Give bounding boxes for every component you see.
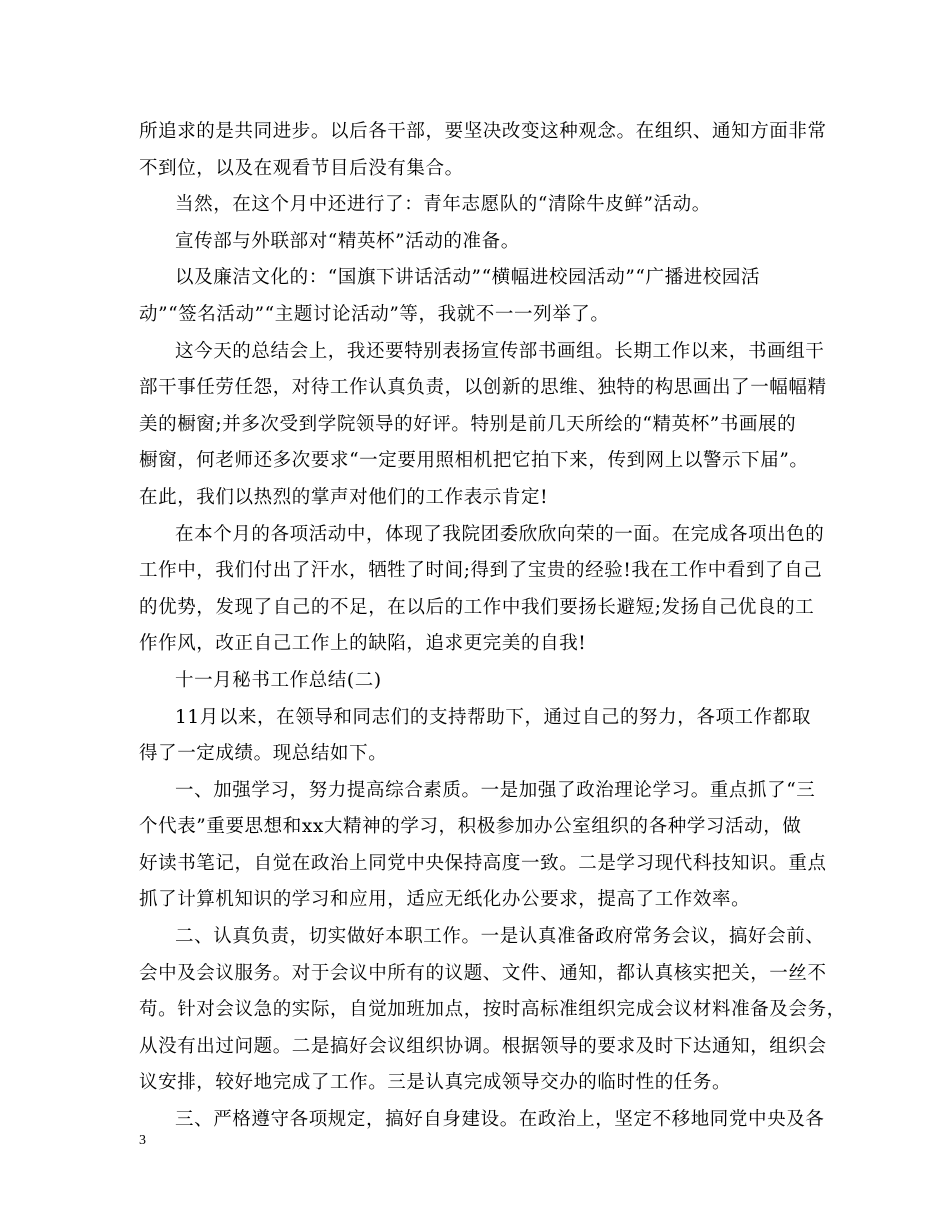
text-line: 的优势，发现了自己的不足，在以后的工作中我们要扬长避短;发扬自己优良的工 [139,596,815,618]
text-line: 个代表”重要思想和xx大精神的学习，积极参加办公室组织的各种学习活动，做 [139,816,802,838]
text-line: 以及廉洁文化的：“国旗下讲话活动”“横幅进校园活动”“广播进校园活 [175,267,761,289]
text-line: 一、加强学习，努力提高综合素质。一是加强了政治理论学习。重点抓了“三 [175,779,816,801]
text-line: 从没有出过问题。二是搞好会议组织协调。根据领导的要求及时下达通知，组织会 [139,1035,827,1057]
document-body [139,114,846,1139]
text-line: 得了一定成绩。现总结如下。 [139,743,388,765]
text-line: 动”“签名活动”“主题讨论活动”等，我就不一一列举了。 [139,303,610,325]
text-line: 议安排，较好地完成了工作。三是认真完成领导交办的临时性的任务。 [139,1072,732,1094]
text-line: 这今天的总结会上，我还要特别表扬宣传部书画组。长期工作以来，书画组干 [175,340,825,362]
text-line: 部干事任劳任怨，对待工作认真负责，以创新的思维、独特的构思画出了一幅幅精 [139,377,827,399]
text-line: 在此，我们以热烈的掌声对他们的工作表示肯定! [139,486,549,508]
text-line: 十一月秘书工作总结(二) [175,669,382,691]
text-line: 所追求的是共同进步。以后各干部，要坚决改变这种观念。在组织、通知方面非常 [139,121,827,142]
text-line: 三、严格遵守各项规定，搞好自身建设。在政治上，坚定不移地同党中央及各 [175,1109,825,1131]
text-line: 抓了计算机知识的学习和应用，适应无纸化办公要求，提高了工作效率。 [139,889,751,911]
text-line: 工作中，我们付出了汗水，牺牲了时间;得到了宝贵的经验!我在工作中看到了自己 [139,560,823,582]
text-line: 不到位，以及在观看节目后没有集合。 [139,157,464,179]
text-line: 美的橱窗;并多次受到学院领导的好评。特别是前几天所绘的“精英杯”书画展的 [139,413,797,435]
text-line: 当然，在这个月中还进行了：青年志愿队的“清除牛皮鲜”活动。 [175,194,711,216]
text-line: 在本个月的各项活动中，体现了我院团委欣欣向荣的一面。在完成各项出色的 [175,523,825,545]
text-line: 苟。针对会议急的实际，自觉加班加点，按时高标准组织完成会议材料准备及会务， [139,999,846,1021]
text-line: 二、认真负责，切实做好本职工作。一是认真准备政府常务会议，搞好会前、 [175,926,825,948]
text-line: 宣传部与外联部对“精英杯”活动的准备。 [175,230,520,252]
text-line: 作作风，改正自己工作上的缺陷，追求更完美的自我! [139,633,587,655]
text-line: 橱窗，何老师还多次要求“一定要用照相机把它拍下来，传到网上以警示下届”。 [139,450,809,472]
page-number: 3 [139,1133,146,1148]
text-line: 11月以来，在领导和同志们的支持帮助下，通过自己的努力，各项工作都取 [175,706,811,728]
text-line: 会中及会议服务。对于会议中所有的议题、文件、通知，都认真核实把关，一丝不 [139,962,827,984]
text-line: 好读书笔记，自觉在政治上同党中央保持高度一致。二是学习现代科技知识。重点 [139,852,827,874]
